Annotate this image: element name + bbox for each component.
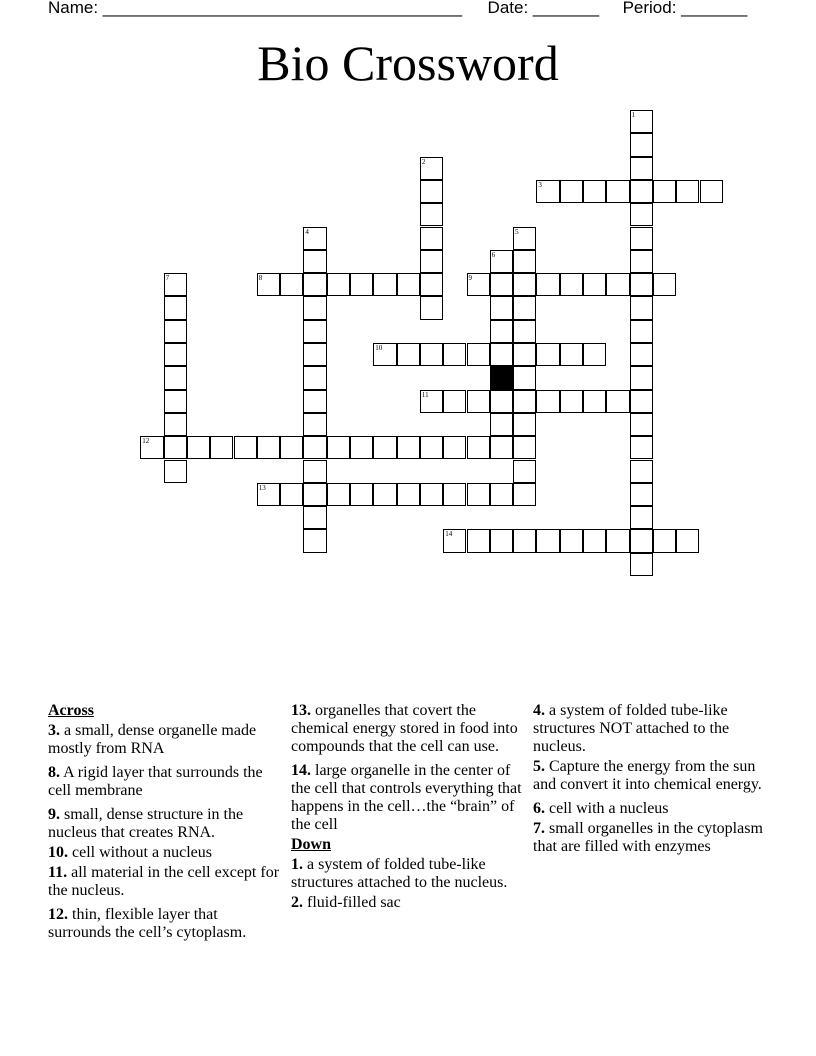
crossword-cell[interactable] [420,227,443,250]
crossword-cell[interactable] [560,390,583,413]
crossword-cell[interactable] [420,273,443,296]
down-heading: Down [291,836,332,853]
across-heading: Across [48,702,94,719]
crossword-cell[interactable] [420,483,443,506]
crossword-cell[interactable] [630,436,653,459]
crossword-cell[interactable] [630,320,653,343]
crossword-cell[interactable] [583,529,606,552]
crossword-cell[interactable] [164,320,187,343]
crossword-cell[interactable] [536,390,559,413]
crossword-cell[interactable] [630,296,653,319]
clue-across-10: 10. cell without a nucleus [48,844,212,861]
clue-number: 9 [468,274,472,283]
crossword-cell[interactable] [560,343,583,366]
clue-number: 12 [142,437,150,446]
clue-number: 4 [305,227,309,236]
clue-across-11: 11. all material in the cell except for the nucleus. [48,864,280,899]
crossword-cell[interactable] [513,320,536,343]
black-cell [490,366,513,389]
crossword-cell[interactable] [303,250,326,273]
crossword-cell[interactable] [303,296,326,319]
crossword-cell[interactable] [397,436,420,459]
crossword-cell[interactable] [164,273,187,296]
clue-number: 10 [375,344,383,352]
clue-across-13: 13. organelles that covert the chemical energy stored in food into compounds that the cell can use. [291,702,518,755]
crossword-cell[interactable] [350,273,373,296]
crossword-cell[interactable] [630,506,653,529]
crossword-cell[interactable] [303,506,326,529]
crossword-cell[interactable] [513,413,536,436]
crossword-cell[interactable] [420,343,443,366]
crossword-cell[interactable] [467,273,490,296]
crossword-cell[interactable] [443,529,466,552]
clue-down-6: 6. cell with a nucleus [533,800,669,817]
crossword-cell[interactable] [653,529,676,552]
crossword-cell[interactable] [630,529,653,552]
crossword-cell[interactable] [513,227,536,250]
crossword-cell[interactable] [443,343,466,366]
crossword-cell[interactable] [630,180,653,203]
date-field[interactable]: Date: _______ [487,0,600,17]
crossword-cell[interactable] [490,413,513,436]
crossword-cell[interactable] [490,483,513,506]
crossword-cell[interactable] [467,436,490,459]
crossword-cell[interactable] [420,203,443,226]
crossword-cell[interactable] [630,483,653,506]
clue-number: 2 [421,157,426,166]
page-title: Bio Crossword [257,35,559,91]
crossword-cell[interactable] [606,273,629,296]
crossword-cell[interactable] [513,250,536,273]
crossword-cell[interactable] [490,296,513,319]
crossword-cell[interactable] [327,273,350,296]
crossword-cell[interactable] [140,436,163,459]
crossword-cell[interactable] [583,273,606,296]
crossword-cell[interactable] [303,436,326,459]
crossword-cell[interactable] [490,436,513,459]
crossword-cell[interactable] [606,529,629,552]
crossword-cell[interactable] [420,180,443,203]
crossword-cell[interactable] [630,273,653,296]
crossword-cell[interactable] [467,343,490,366]
crossword-cell[interactable] [630,133,653,156]
crossword-cell[interactable] [303,390,326,413]
crossword-cell[interactable] [583,180,606,203]
crossword-cell[interactable] [164,390,187,413]
crossword-cell[interactable] [630,203,653,226]
crossword-cell[interactable] [257,483,280,506]
crossword-cell[interactable] [303,273,326,296]
crossword-cell[interactable] [490,529,513,552]
crossword-cell[interactable] [303,320,326,343]
crossword-cell[interactable] [234,436,257,459]
crossword-cell[interactable] [164,413,187,436]
crossword-cell[interactable] [630,460,653,483]
crossword-cell[interactable] [653,180,676,203]
crossword-cell[interactable] [513,273,536,296]
clue-down-7: 7. small organelles in the cytoplasm that are filled with enzymes [533,820,763,855]
crossword-cell[interactable] [443,483,466,506]
clues-column-3 [533,702,769,862]
crossword-cell[interactable] [490,250,513,273]
crossword-cell[interactable] [420,390,443,413]
crossword-cell[interactable] [630,390,653,413]
crossword-cell[interactable] [536,529,559,552]
period-field[interactable]: Period: _______ [622,0,748,17]
clue-across-3: 3. a small, dense organelle made mostly from RNA [48,722,257,757]
crossword-cell[interactable] [280,436,303,459]
clue-number: 11 [421,390,429,399]
crossword-cell[interactable] [490,343,513,366]
crossword-cell[interactable] [536,273,559,296]
crossword-cell[interactable] [257,436,280,459]
clue-number: 1 [631,111,636,119]
crossword-cell[interactable] [583,390,606,413]
crossword-cell[interactable] [373,273,396,296]
crossword-cell[interactable] [303,366,326,389]
crossword-cell[interactable] [630,553,653,576]
clue-down-5: 5. Capture the energy from the sun and convert it into chemical energy. [533,758,762,793]
clue-number: 5 [515,227,519,236]
crossword-cell[interactable] [676,529,699,552]
crossword-cell[interactable] [397,273,420,296]
crossword-cell[interactable] [257,273,280,296]
crossword-cell[interactable] [467,529,490,552]
crossword-cell[interactable] [373,343,396,366]
clues-column-1 [48,702,284,948]
crossword-cell[interactable] [350,436,373,459]
crossword-cell[interactable] [187,436,210,459]
crossword-cell[interactable] [397,483,420,506]
clue-across-12: 12. thin, flexible layer that surrounds the cell’s cytoplasm. [48,906,247,941]
crossword-cell[interactable] [420,250,443,273]
crossword-cell[interactable] [443,390,466,413]
crossword-cell[interactable] [164,460,187,483]
crossword-cell[interactable] [513,296,536,319]
crossword-cell[interactable] [164,436,187,459]
crossword-cell[interactable] [583,343,606,366]
clues-column-2 [291,702,527,918]
crossword-cell[interactable] [420,296,443,319]
crossword-cell[interactable] [606,390,629,413]
crossword-cell[interactable] [303,460,326,483]
clue-number: 3 [538,180,542,189]
crossword-cell[interactable] [536,180,559,203]
crossword-cell[interactable] [467,390,490,413]
crossword-cell[interactable] [513,460,536,483]
crossword-cell[interactable] [536,343,559,366]
crossword-cell[interactable] [513,529,536,552]
crossword-cell[interactable] [303,227,326,250]
crossword-cell[interactable] [630,110,653,133]
clue-across-9: 9. small, dense structure in the nucleus that creates RNA. [48,806,244,841]
crossword-cell[interactable] [327,483,350,506]
crossword-cell[interactable] [373,483,396,506]
crossword-cell[interactable] [513,483,536,506]
crossword-cell[interactable] [653,273,676,296]
clue-number: 8 [258,274,263,283]
crossword-cell[interactable] [280,273,303,296]
clue-number: 14 [445,530,453,539]
crossword-cell[interactable] [513,436,536,459]
clue-across-8: 8. A rigid layer that surrounds the cell membrane [48,764,263,799]
crossword-cell[interactable] [420,436,443,459]
crossword-cell[interactable] [700,180,723,203]
crossword-cell[interactable] [443,436,466,459]
crossword-cell[interactable] [164,366,187,389]
crossword-cell[interactable] [630,413,653,436]
crossword-cell[interactable] [630,343,653,366]
crossword-cell[interactable] [327,436,350,459]
crossword-cell[interactable] [164,343,187,366]
crossword-cell[interactable] [210,436,233,459]
crossword-cell[interactable] [630,227,653,250]
crossword-cell[interactable] [630,157,653,180]
clue-number: 13 [258,483,266,492]
crossword-cell[interactable] [560,180,583,203]
clue-down-4: 4. a system of folded tube-like structures NOT attached to the nucleus. [533,702,730,755]
crossword-cell[interactable] [513,366,536,389]
crossword-cell[interactable] [164,296,187,319]
crossword-cell[interactable] [350,483,373,506]
clue-down-2: 2. fluid-filled sac [291,894,401,911]
crossword-cell[interactable] [490,320,513,343]
crossword-cell[interactable] [513,390,536,413]
crossword-cell[interactable] [397,343,420,366]
name-field[interactable]: Name: ______________________________________ [48,0,463,17]
crossword-cell[interactable] [560,529,583,552]
crossword-cell[interactable] [467,483,490,506]
crossword-cell[interactable] [373,436,396,459]
crossword-cell[interactable] [303,529,326,552]
crossword-cell[interactable] [560,273,583,296]
crossword-cell[interactable] [676,180,699,203]
clue-down-1: 1. a system of folded tube-like structures attached to the nucleus. [291,856,508,891]
crossword-cell[interactable] [303,483,326,506]
crossword-cell[interactable] [630,250,653,273]
crossword-cell[interactable] [606,180,629,203]
clue-number: 6 [491,250,496,259]
crossword-cell[interactable] [490,273,513,296]
crossword-cell[interactable] [280,483,303,506]
crossword-cell[interactable] [513,343,536,366]
crossword-cell[interactable] [303,343,326,366]
clue-across-14: 14. large organelle in the center of the cell that controls everything that happens in the cell…the “brain” of the cell [291,762,522,833]
crossword-cell[interactable] [490,390,513,413]
crossword-cell[interactable] [630,366,653,389]
clue-number: 7 [165,274,170,283]
crossword-cell[interactable] [303,413,326,436]
crossword-cell[interactable] [420,157,443,180]
